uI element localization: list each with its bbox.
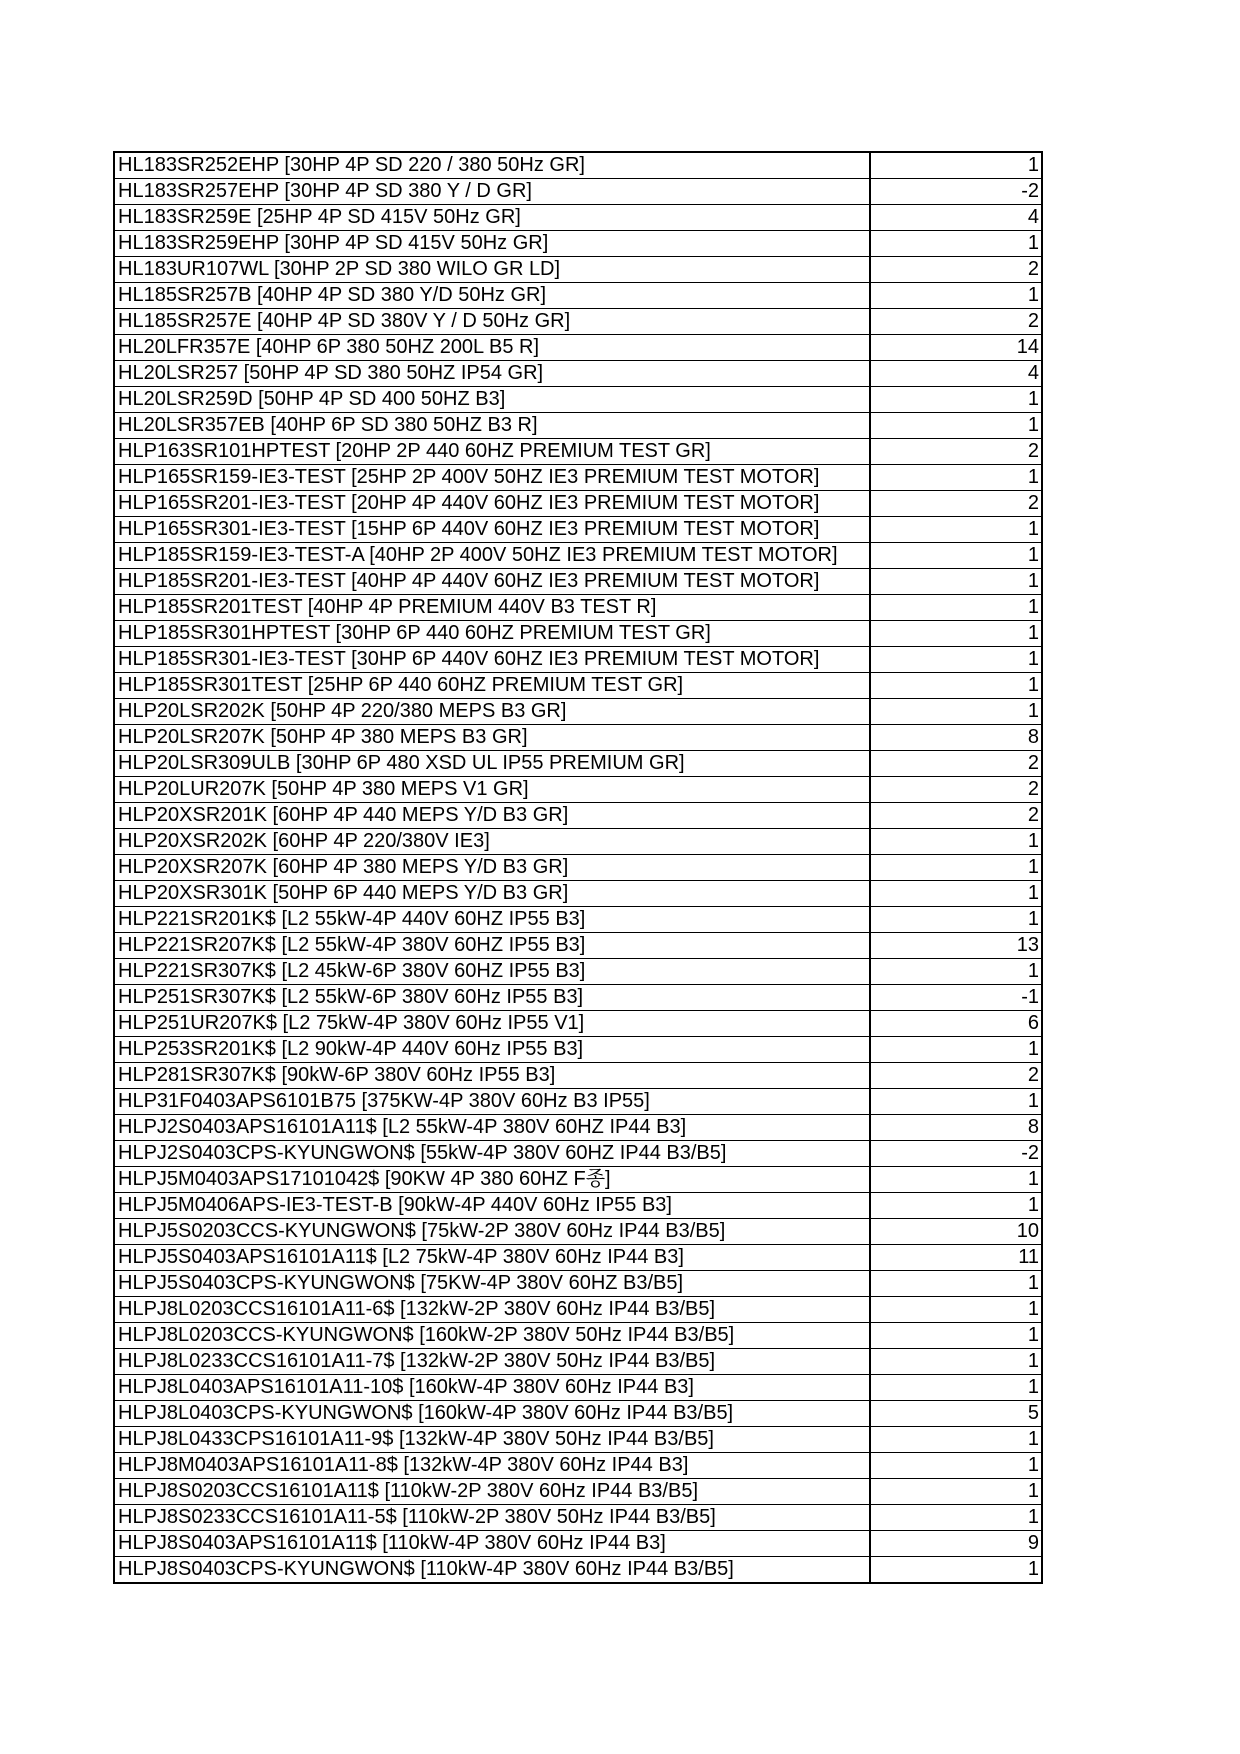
item-description-cell: HLPJ8S0403APS16101A11$ [110kW-4P 380V 60Hz IP44 B3] (114, 1531, 870, 1557)
quantity-cell: 2 (870, 439, 1042, 465)
item-description-cell: HLPJ8L0433CPS16101A11-9$ [132kW-4P 380V 50Hz IP44 B3/B5] (114, 1427, 870, 1453)
quantity-cell: 1 (870, 1167, 1042, 1193)
quantity-cell: 2 (870, 777, 1042, 803)
item-description-cell: HL183SR252EHP [30HP 4P SD 220 / 380 50Hz GR] (114, 152, 870, 179)
item-description-cell: HL20LSR357EB [40HP 6P SD 380 50HZ B3 R] (114, 413, 870, 439)
quantity-cell: 1 (870, 1557, 1042, 1584)
item-description-cell: HLP221SR307K$ [L2 45kW-6P 380V 60HZ IP55 B3] (114, 959, 870, 985)
item-description-cell: HLP20XSR201K [60HP 4P 440 MEPS Y/D B3 GR] (114, 803, 870, 829)
item-description-cell: HLPJ2S0403CPS-KYUNGWON$ [55kW-4P 380V 60HZ IP44 B3/B5] (114, 1141, 870, 1167)
table-row (114, 1453, 1042, 1479)
quantity-cell: 1 (870, 569, 1042, 595)
table-row (114, 1219, 1042, 1245)
table-row (114, 1531, 1042, 1557)
quantity-cell: 1 (870, 465, 1042, 491)
quantity-cell: 2 (870, 1063, 1042, 1089)
table-row (114, 1349, 1042, 1375)
quantity-cell: 8 (870, 725, 1042, 751)
quantity-cell: 1 (870, 1297, 1042, 1323)
table-row (114, 1115, 1042, 1141)
table-row (114, 1427, 1042, 1453)
item-description-cell: HLPJ5S0403APS16101A11$ [L2 75kW-4P 380V 60Hz IP44 B3] (114, 1245, 870, 1271)
quantity-cell: 2 (870, 491, 1042, 517)
table-row (114, 231, 1042, 257)
item-description-cell: HLPJ8S0203CCS16101A11$ [110kW-2P 380V 60Hz IP44 B3/B5] (114, 1479, 870, 1505)
table-row (114, 1141, 1042, 1167)
item-description-cell: HL20LSR257 [50HP 4P SD 380 50HZ IP54 GR] (114, 361, 870, 387)
table-row (114, 152, 1042, 179)
table-row (114, 309, 1042, 335)
item-description-cell: HLP20XSR202K [60HP 4P 220/380V IE3] (114, 829, 870, 855)
quantity-cell: 1 (870, 1479, 1042, 1505)
item-description-cell: HLPJ2S0403APS16101A11$ [L2 55kW-4P 380V 60HZ IP44 B3] (114, 1115, 870, 1141)
quantity-cell: 1 (870, 595, 1042, 621)
quantity-cell: 1 (870, 1037, 1042, 1063)
item-description-cell: HLP221SR201K$ [L2 55kW-4P 440V 60HZ IP55 B3] (114, 907, 870, 933)
quantity-cell: 1 (870, 829, 1042, 855)
table-row (114, 1297, 1042, 1323)
quantity-cell: 1 (870, 673, 1042, 699)
quantity-cell: 1 (870, 1505, 1042, 1531)
item-description-cell: HLP165SR159-IE3-TEST [25HP 2P 400V 50HZ IE3 PREMIUM TEST MOTOR] (114, 465, 870, 491)
item-description-cell: HLPJ8S0233CCS16101A11-5$ [110kW-2P 380V 50Hz IP44 B3/B5] (114, 1505, 870, 1531)
item-description-cell: HLP221SR207K$ [L2 55kW-4P 380V 60HZ IP55 B3] (114, 933, 870, 959)
table-row (114, 1193, 1042, 1219)
item-description-cell: HLP251UR207K$ [L2 75kW-4P 380V 60Hz IP55 V1] (114, 1011, 870, 1037)
quantity-cell: -2 (870, 179, 1042, 205)
item-description-cell: HL20LSR259D [50HP 4P SD 400 50HZ B3] (114, 387, 870, 413)
item-description-cell: HLP253SR201K$ [L2 90kW-4P 440V 60Hz IP55 B3] (114, 1037, 870, 1063)
item-description-cell: HLPJ8L0203CCS16101A11-6$ [132kW-2P 380V 60Hz IP44 B3/B5] (114, 1297, 870, 1323)
quantity-cell: 1 (870, 621, 1042, 647)
quantity-cell: 13 (870, 933, 1042, 959)
table-row (114, 491, 1042, 517)
quantity-cell: 1 (870, 907, 1042, 933)
item-description-cell: HL183SR257EHP [30HP 4P SD 380 Y / D GR] (114, 179, 870, 205)
table-row (114, 829, 1042, 855)
item-description-cell: HLP185SR301TEST [25HP 6P 440 60HZ PREMIUM TEST GR] (114, 673, 870, 699)
table-row (114, 595, 1042, 621)
table-row (114, 1245, 1042, 1271)
quantity-cell: 1 (870, 881, 1042, 907)
item-description-cell: HLP165SR301-IE3-TEST [15HP 6P 440V 60HZ IE3 PREMIUM TEST MOTOR] (114, 517, 870, 543)
item-description-cell: HLPJ8L0403APS16101A11-10$ [160kW-4P 380V 60Hz IP44 B3] (114, 1375, 870, 1401)
item-description-cell: HL185SR257E [40HP 4P SD 380V Y / D 50Hz GR] (114, 309, 870, 335)
item-description-cell: HLP20XSR207K [60HP 4P 380 MEPS Y/D B3 GR] (114, 855, 870, 881)
item-description-cell: HL183SR259EHP [30HP 4P SD 415V 50Hz GR] (114, 231, 870, 257)
table-row (114, 751, 1042, 777)
quantity-cell: 1 (870, 1453, 1042, 1479)
item-description-cell: HL183UR107WL [30HP 2P SD 380 WILO GR LD] (114, 257, 870, 283)
quantity-cell: 2 (870, 751, 1042, 777)
table-row (114, 881, 1042, 907)
table-row (114, 621, 1042, 647)
table-row (114, 699, 1042, 725)
quantity-cell: 1 (870, 1427, 1042, 1453)
quantity-cell: 1 (870, 1271, 1042, 1297)
quantity-cell: 5 (870, 1401, 1042, 1427)
table-row (114, 1323, 1042, 1349)
table-row (114, 543, 1042, 569)
table-row (114, 803, 1042, 829)
table-row (114, 725, 1042, 751)
item-description-cell: HL183SR259E [25HP 4P SD 415V 50Hz GR] (114, 205, 870, 231)
quantity-cell: 14 (870, 335, 1042, 361)
item-description-cell: HLPJ8L0203CCS-KYUNGWON$ [160kW-2P 380V 50Hz IP44 B3/B5] (114, 1323, 870, 1349)
item-description-cell: HLP20LSR309ULB [30HP 6P 480 XSD UL IP55 PREMIUM GR] (114, 751, 870, 777)
table-row (114, 1479, 1042, 1505)
table-row (114, 777, 1042, 803)
quantity-cell: -2 (870, 1141, 1042, 1167)
quantity-cell: 1 (870, 283, 1042, 309)
table-row (114, 257, 1042, 283)
quantity-cell: 8 (870, 1115, 1042, 1141)
item-description-cell: HLP165SR201-IE3-TEST [20HP 4P 440V 60HZ IE3 PREMIUM TEST MOTOR] (114, 491, 870, 517)
quantity-cell: 11 (870, 1245, 1042, 1271)
item-description-cell: HLPJ8M0403APS16101A11-8$ [132kW-4P 380V 60Hz IP44 B3] (114, 1453, 870, 1479)
quantity-cell: 1 (870, 413, 1042, 439)
table-row (114, 205, 1042, 231)
quantity-cell: 1 (870, 1375, 1042, 1401)
inventory-table (113, 151, 1043, 1584)
item-description-cell: HL20LFR357E [40HP 6P 380 50HZ 200L B5 R] (114, 335, 870, 361)
table-row (114, 1271, 1042, 1297)
table-row (114, 439, 1042, 465)
item-description-cell: HL185SR257B [40HP 4P SD 380 Y/D 50Hz GR] (114, 283, 870, 309)
table-row (114, 959, 1042, 985)
table-row (114, 1011, 1042, 1037)
table-row (114, 1401, 1042, 1427)
quantity-cell: 1 (870, 699, 1042, 725)
table-row (114, 1089, 1042, 1115)
table-row (114, 673, 1042, 699)
item-description-cell: HLP185SR159-IE3-TEST-A [40HP 2P 400V 50HZ IE3 PREMIUM TEST MOTOR] (114, 543, 870, 569)
quantity-cell: 1 (870, 1323, 1042, 1349)
table-row (114, 361, 1042, 387)
quantity-cell: 2 (870, 803, 1042, 829)
table-row (114, 179, 1042, 205)
item-description-cell: HLPJ8S0403CPS-KYUNGWON$ [110kW-4P 380V 60Hz IP44 B3/B5] (114, 1557, 870, 1584)
quantity-cell: 6 (870, 1011, 1042, 1037)
quantity-cell: 1 (870, 959, 1042, 985)
item-description-cell: HLPJ5M0403APS17101042$ [90KW 4P 380 60HZ F종] (114, 1167, 870, 1193)
quantity-cell: 1 (870, 152, 1042, 179)
table-row (114, 465, 1042, 491)
table-row (114, 569, 1042, 595)
table-row (114, 933, 1042, 959)
quantity-cell: 1 (870, 1193, 1042, 1219)
item-description-cell: HLP20LSR207K [50HP 4P 380 MEPS B3 GR] (114, 725, 870, 751)
item-description-cell: HLP281SR307K$ [90kW-6P 380V 60Hz IP55 B3] (114, 1063, 870, 1089)
quantity-cell: 10 (870, 1219, 1042, 1245)
table-row (114, 1505, 1042, 1531)
item-description-cell: HLP185SR301HPTEST [30HP 6P 440 60HZ PREMIUM TEST GR] (114, 621, 870, 647)
table-row (114, 283, 1042, 309)
quantity-cell: 9 (870, 1531, 1042, 1557)
item-description-cell: HLPJ5M0406APS-IE3-TEST-B [90kW-4P 440V 60Hz IP55 B3] (114, 1193, 870, 1219)
table-row (114, 985, 1042, 1011)
quantity-cell: 1 (870, 517, 1042, 543)
item-description-cell: HLP185SR201-IE3-TEST [40HP 4P 440V 60HZ IE3 PREMIUM TEST MOTOR] (114, 569, 870, 595)
table-row (114, 517, 1042, 543)
item-description-cell: HLPJ5S0403CPS-KYUNGWON$ [75KW-4P 380V 60HZ B3/B5] (114, 1271, 870, 1297)
table-row (114, 413, 1042, 439)
table-row (114, 1557, 1042, 1584)
quantity-cell: 2 (870, 309, 1042, 335)
quantity-cell: 1 (870, 231, 1042, 257)
quantity-cell: 1 (870, 1089, 1042, 1115)
item-description-cell: HLP163SR101HPTEST [20HP 2P 440 60HZ PREMIUM TEST GR] (114, 439, 870, 465)
item-description-cell: HLP185SR301-IE3-TEST [30HP 6P 440V 60HZ IE3 PREMIUM TEST MOTOR] (114, 647, 870, 673)
table-row (114, 1375, 1042, 1401)
quantity-cell: 1 (870, 1349, 1042, 1375)
quantity-cell: 1 (870, 647, 1042, 673)
item-description-cell: HLPJ8L0403CPS-KYUNGWON$ [160kW-4P 380V 60Hz IP44 B3/B5] (114, 1401, 870, 1427)
quantity-cell: 1 (870, 543, 1042, 569)
item-description-cell: HLPJ5S0203CCS-KYUNGWON$ [75kW-2P 380V 60Hz IP44 B3/B5] (114, 1219, 870, 1245)
item-description-cell: HLP185SR201TEST [40HP 4P PREMIUM 440V B3 TEST R] (114, 595, 870, 621)
table-row (114, 855, 1042, 881)
quantity-cell: 1 (870, 855, 1042, 881)
quantity-cell: 2 (870, 257, 1042, 283)
item-description-cell: HLP20LUR207K [50HP 4P 380 MEPS V1 GR] (114, 777, 870, 803)
table-row (114, 335, 1042, 361)
item-description-cell: HLP20LSR202K [50HP 4P 220/380 MEPS B3 GR] (114, 699, 870, 725)
item-description-cell: HLP20XSR301K [50HP 6P 440 MEPS Y/D B3 GR] (114, 881, 870, 907)
inventory-table-body (114, 152, 1042, 1583)
quantity-cell: 1 (870, 387, 1042, 413)
table-row (114, 387, 1042, 413)
quantity-cell: -1 (870, 985, 1042, 1011)
item-description-cell: HLP31F0403APS6101B75 [375KW-4P 380V 60Hz B3 IP55] (114, 1089, 870, 1115)
table-row (114, 907, 1042, 933)
table-row (114, 647, 1042, 673)
quantity-cell: 4 (870, 205, 1042, 231)
table-row (114, 1037, 1042, 1063)
item-description-cell: HLPJ8L0233CCS16101A11-7$ [132kW-2P 380V 50Hz IP44 B3/B5] (114, 1349, 870, 1375)
table-row (114, 1167, 1042, 1193)
table-row (114, 1063, 1042, 1089)
item-description-cell: HLP251SR307K$ [L2 55kW-6P 380V 60Hz IP55 B3] (114, 985, 870, 1011)
quantity-cell: 4 (870, 361, 1042, 387)
